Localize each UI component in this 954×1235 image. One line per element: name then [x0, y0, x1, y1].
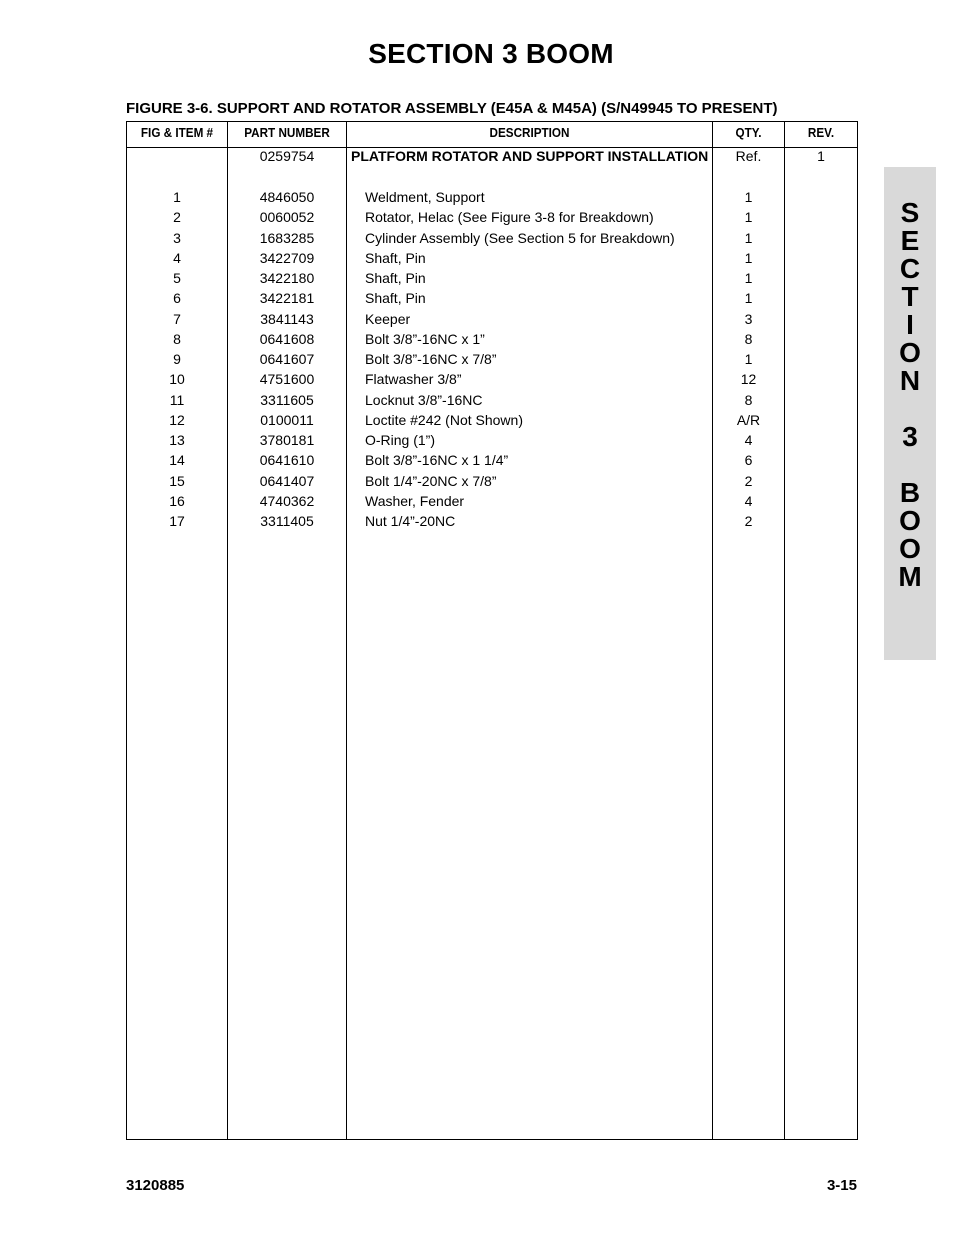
side-tab-letter: N [899, 365, 921, 396]
cell-part-number: 3841143 [260, 310, 314, 327]
cell-qty: 1 [744, 249, 753, 266]
cell-description: Rotator, Helac (See Figure 3-8 for Breakdown) [365, 209, 654, 226]
side-tab-letter: O [899, 505, 921, 536]
header-item: FIG & ITEM # [140, 125, 214, 140]
table-row-main [127, 147, 857, 167]
parts-table [126, 121, 858, 1140]
cell-part-number: 3311605 [260, 391, 314, 408]
cell-qty: 4 [744, 432, 753, 448]
cell-part-number: 0259754 [259, 148, 315, 164]
cell-description: Bolt 3/8”-16NC x 7/8” [365, 351, 497, 367]
cell-qty: Ref. [735, 148, 762, 164]
cell-part-number: 0641608 [259, 330, 315, 347]
cell-item: 12 [169, 411, 185, 428]
cell-item: 15 [169, 472, 185, 489]
cell-item: 16 [169, 492, 185, 509]
cell-qty: 2 [744, 513, 753, 529]
side-tab-letter: M [898, 561, 922, 592]
table-row [127, 411, 857, 431]
cell-part-number: 4846050 [259, 189, 315, 205]
side-tab-letter: T [901, 281, 919, 312]
cell-qty: 1 [744, 209, 753, 226]
cell-description: Bolt 3/8”-16NC x 1” [365, 330, 485, 347]
cell-description: Shaft, Pin [365, 270, 426, 286]
side-tab-letter: 3 [902, 421, 918, 452]
cell-item: 7 [173, 310, 181, 327]
table-row [127, 188, 857, 208]
cell-description: Bolt 1/4”-20NC x 7/8” [365, 472, 497, 489]
cell-item: 4 [173, 249, 181, 266]
cell-description: O-Ring (1”) [365, 432, 436, 448]
cell-description: Locknut 3/8”-16NC [365, 391, 483, 408]
table-row [127, 350, 857, 370]
table-row [127, 289, 857, 309]
table-row [127, 492, 857, 512]
cell-rev: 1 [817, 148, 825, 164]
table-header [127, 122, 857, 148]
cell-description: Loctite #242 (Not Shown) [365, 411, 523, 428]
cell-description: Cylinder Assembly (See Section 5 for Breakdown) [365, 229, 675, 246]
side-tab-letter: C [899, 253, 921, 284]
cell-part-number: 3311405 [260, 513, 314, 529]
table-row [127, 249, 857, 269]
cell-part-number: 0641607 [259, 351, 315, 367]
cell-qty: 1 [744, 270, 753, 286]
figure-title: FIGURE 3-6. SUPPORT AND ROTATOR ASSEMBLY (E45A & M45A) (S/N49945 TO PRESENT) [126, 100, 778, 117]
table-row [127, 391, 857, 411]
cell-part-number: 0100011 [260, 411, 314, 428]
cell-part-number: 0060052 [259, 209, 315, 226]
header-description: DESCRIPTION [489, 125, 570, 140]
table-row [127, 330, 857, 350]
cell-description: Shaft, Pin [365, 290, 426, 307]
cell-description: Flatwasher 3/8” [365, 371, 462, 388]
table-row [127, 229, 857, 249]
cell-item: 2 [173, 209, 181, 226]
cell-qty: 1 [744, 290, 753, 307]
cell-qty: 1 [744, 189, 753, 205]
cell-item: 11 [169, 391, 185, 408]
document-number: 3120885 [126, 1177, 185, 1194]
cell-description: Washer, Fender [365, 492, 465, 509]
side-tab-letter: O [899, 533, 921, 564]
cell-qty: 1 [744, 229, 753, 246]
cell-description: Nut 1/4”-20NC [365, 513, 456, 529]
cell-qty: 1 [744, 351, 753, 367]
header-rev: REV. [807, 125, 835, 140]
table-row [127, 310, 857, 330]
cell-part-number: 0641610 [259, 452, 315, 469]
page-number: 3-15 [826, 1177, 857, 1194]
cell-part-number: 3422180 [259, 270, 315, 286]
cell-item: 5 [173, 270, 181, 286]
cell-qty: 8 [744, 391, 753, 408]
cell-description: Keeper [365, 310, 411, 327]
cell-description: PLATFORM ROTATOR AND SUPPORT INSTALLATION [351, 148, 709, 164]
table-row [127, 208, 857, 228]
section-title: SECTION 3 BOOM [368, 38, 614, 69]
cell-item: 3 [173, 229, 181, 246]
cell-description: Bolt 3/8”-16NC x 1 1/4” [365, 452, 509, 469]
side-tab-letter: B [899, 477, 921, 508]
cell-item: 14 [169, 452, 185, 469]
table-row [127, 451, 857, 471]
cell-part-number: 3780181 [259, 432, 315, 448]
cell-item: 6 [173, 290, 181, 307]
header-qty: QTY. [735, 125, 762, 140]
cell-item: 9 [173, 351, 181, 367]
table-row [127, 431, 857, 451]
cell-item: 1 [173, 189, 181, 205]
side-tab-letter: I [906, 309, 914, 340]
cell-item: 8 [173, 330, 181, 347]
cell-part-number: 4740362 [259, 492, 315, 509]
side-tab-letter: S [900, 197, 920, 228]
cell-qty: 4 [744, 492, 753, 509]
cell-qty: 6 [744, 452, 753, 469]
side-tab-spacer [884, 451, 936, 479]
cell-qty: 8 [744, 330, 753, 347]
cell-part-number: 3422181 [259, 290, 315, 307]
section-side-tab [884, 167, 936, 660]
side-tab-letter: O [899, 337, 921, 368]
cell-part-number: 1683285 [259, 229, 315, 246]
side-tab-text [884, 199, 936, 591]
cell-part-number: 3422709 [259, 249, 315, 266]
cell-qty: 12 [740, 371, 757, 388]
side-tab-spacer [884, 395, 936, 423]
cell-item: 10 [169, 371, 185, 388]
cell-qty: 2 [744, 472, 753, 489]
cell-description: Shaft, Pin [365, 249, 426, 266]
table-row [127, 512, 857, 532]
table-row [127, 269, 857, 289]
cell-item: 13 [169, 432, 185, 448]
table-row [127, 370, 857, 390]
cell-description: Weldment, Support [365, 189, 485, 205]
table-row [127, 472, 857, 492]
cell-item [127, 147, 227, 167]
header-part-number: PART NUMBER [244, 125, 330, 140]
side-tab-letter: E [900, 225, 920, 256]
cell-qty: A/R [736, 411, 761, 428]
cell-qty: 3 [744, 310, 753, 327]
cell-item: 17 [169, 513, 185, 529]
cell-part-number: 4751600 [259, 371, 315, 388]
cell-part-number: 0641407 [259, 472, 315, 489]
